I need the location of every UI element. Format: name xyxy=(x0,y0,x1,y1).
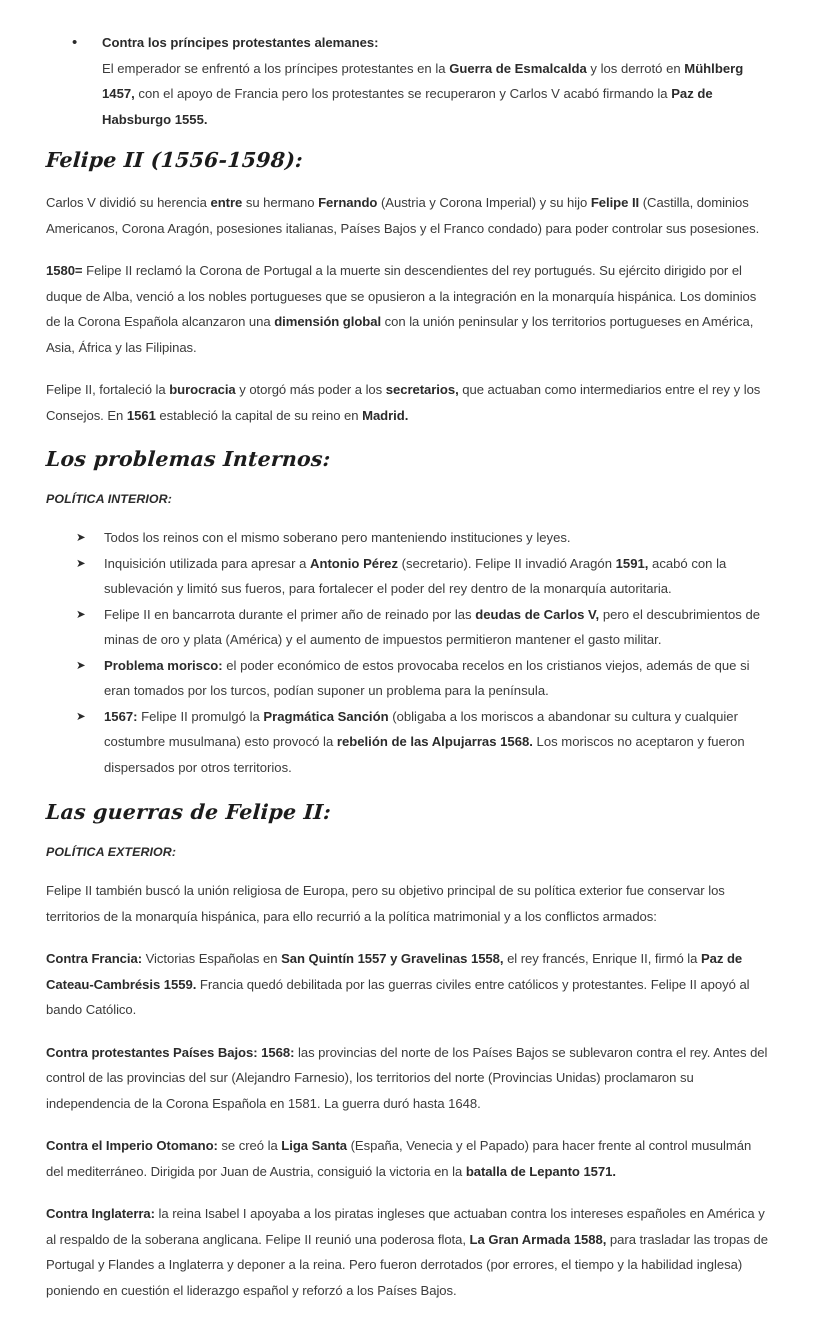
text-run: las provincias del norte de los Países Bajos se sublevaron contra el rey. Antes del control de las provincias del sur (Alejandro Farnesio), los territorios del norte (Provincias Unidas) proclamaron su independencia de la Corona Española en 1581. La guerra duró hasta 1648. xyxy=(46,1044,768,1111)
paragraph-contra-inglaterra xyxy=(46,1201,770,1303)
text-run: pero el descubrimientos de minas de oro y plata (América) y el aumento de impuestos permitieron mantener el gasto militar. xyxy=(104,606,761,647)
arrow-bullet-icon: ➤ xyxy=(76,710,86,723)
text-run: (secretario). Felipe II invadió Aragón xyxy=(398,555,616,571)
bold-run: entre xyxy=(210,195,243,210)
list-item xyxy=(46,704,770,781)
text-run: El emperador se enfrentó a los príncipes protestantes en la xyxy=(102,60,450,76)
text-run: Felipe II reclamó la Corona de Portugal a la muerte sin descendientes del rey portugués. Su ejército dirigido por el duque de Alba, venció a los nobles portugueses que se opusieron a la integración en la monarquía hispánica. Los dominios de la Corona Española alcanzaron una xyxy=(46,263,757,329)
bold-run: 1561 xyxy=(126,407,156,423)
paragraph-burocracia xyxy=(46,377,770,428)
paragraph-exterior-intro: Felipe II también buscó la unión religiosa de Europa, pero su objetivo principal de su política exterior fue conservar los territorios de la monarquía hispánica, para ello recurrió a la política matrimonial y a los conflictos armados: xyxy=(46,883,725,924)
heading-felipe-ii: Felipe II (1556-1598): xyxy=(45,148,304,172)
text-run: Felipe II, fortaleció la xyxy=(46,382,170,397)
text-run: acabó con la sublevación y limitó sus fueros, para fortalecer el poder del rey dentro de la monarquía autoritaria. xyxy=(104,555,727,596)
text-run: (España, Venecia y el Papado) para hacer frente al control musulmán del mediterráneo. Dirigida por Juan de Austria, consiguió la victoria en la xyxy=(46,1138,752,1179)
text-run: Felipe II promulgó la xyxy=(137,708,264,724)
arrow-bullet-icon: ➤ xyxy=(76,659,86,672)
text-run: (Austria y Corona Imperial) y su hijo xyxy=(377,195,591,210)
heading-guerras-felipe-ii: Las guerras de Felipe II: xyxy=(45,800,332,824)
text-run: Todos los reinos con el mismo soberano pero manteniendo instituciones y leyes. xyxy=(104,530,571,545)
text-run: Francia quedó debilitada por las guerras civiles entre católicos y protestantes. Felipe II apoyó al bando Católico. xyxy=(46,976,750,1017)
bold-run: Guerra de Esmalcalda xyxy=(449,60,587,76)
text-run: estableció la capital de su reino en xyxy=(155,407,363,423)
bold-run: Contra protestantes Países Bajos: 1568: xyxy=(46,1044,295,1060)
bold-run: La Gran Armada 1588, xyxy=(469,1231,607,1247)
spacer xyxy=(46,132,770,142)
bold-run: Paz de Habsburgo 1555. xyxy=(102,86,713,127)
bold-run: Fernando xyxy=(318,195,378,210)
heading-problemas-internos: Los problemas Internos: xyxy=(45,447,332,471)
paragraph-contra-francia xyxy=(46,946,770,1023)
bold-run: Pragmática Sanción xyxy=(263,708,389,724)
bold-run: Mühlberg 1457, xyxy=(102,60,744,101)
paragraph-1580 xyxy=(46,258,770,360)
text-run: que actuaban como intermediarios entre el rey y los Consejos. En xyxy=(46,382,761,423)
list-item xyxy=(46,30,770,132)
bold-run: Contra Francia: xyxy=(46,951,143,966)
bold-run: Liga Santa xyxy=(281,1138,348,1153)
text-run: la reina Isabel I apoyaba a los piratas ingleses que actuaban contra los intereses españoles en América y al respaldo de la soberana anglicana. Felipe II reunió una poderosa flota, xyxy=(46,1206,765,1247)
dot-bullet-icon: • xyxy=(72,34,78,51)
list-item xyxy=(46,551,770,602)
text-run: (obligaba a los moriscos a abandonar su cultura y cualquier costumbre musulmana) esto provocó la xyxy=(104,708,738,749)
arrow-bullet-icon: ➤ xyxy=(76,557,86,570)
top-bullet-list xyxy=(46,30,770,132)
caption-politica-interior: POLÍTICA INTERIOR: xyxy=(46,492,172,506)
bold-run: Problema morisco: xyxy=(104,657,223,673)
bold-run: Contra Inglaterra: xyxy=(46,1206,155,1221)
text-run: se creó la xyxy=(217,1138,282,1153)
interior-arrow-list xyxy=(46,525,770,780)
bold-run: Madrid. xyxy=(362,407,409,423)
arrow-bullet-icon: ➤ xyxy=(76,608,86,621)
bullet-body xyxy=(102,56,770,133)
text-run: Inquisición utilizada para apresar a xyxy=(104,555,310,571)
text-run: para trasladar las tropas de Portugal y Flandes a Inglaterra y deponer a la reina. Pero fueron derrotados (por errores, el tiempo y la habilidad inglesa) poniendo en cuestión el liderazgo español y reforzó a los Países Bajos. xyxy=(46,1231,768,1298)
bold-run: 1580= xyxy=(46,263,83,278)
bold-run: Antonio Pérez xyxy=(309,555,399,571)
paragraph-contra-imperio-otomano xyxy=(46,1133,770,1184)
text-run: y los derrotó en xyxy=(586,60,685,76)
text-run: su hermano xyxy=(242,195,319,210)
bold-run: Paz de Cateau-Cambrésis 1559. xyxy=(46,951,743,992)
text-run: y otorgó más poder a los xyxy=(235,382,386,397)
list-item xyxy=(46,653,770,704)
text-run: Carlos V dividió su herencia xyxy=(46,195,211,210)
text-run: (Castilla, dominios Americanos, Corona Aragón, posesiones italianas, Países Bajos y el Franco condado) para poder controlar sus posesiones. xyxy=(46,195,760,236)
list-item xyxy=(46,602,770,653)
bold-run: burocracia xyxy=(169,382,236,397)
bullet-title: Contra los príncipes protestantes alemanes: xyxy=(102,35,379,50)
bold-run: dimensión global xyxy=(274,314,382,329)
text-run: el rey francés, Enrique II, firmó la xyxy=(503,951,701,966)
text-run: Felipe II en bancarrota durante el primer año de reinado por las xyxy=(104,606,476,622)
document-content xyxy=(46,30,770,1320)
text-run: el poder económico de estos provocaba recelos en los cristianos viejos, además de que si eran tomados por los turcos, podían suponer un problema para la península. xyxy=(104,657,750,698)
bold-run: secretarios, xyxy=(385,382,459,397)
bold-run: San Quintín 1557 y Gravelinas 1558, xyxy=(281,951,504,966)
bold-run: Felipe II xyxy=(590,195,640,210)
text-run: con el apoyo de Francia pero los protestantes se recuperaron y Carlos V acabó firmando la xyxy=(134,86,672,101)
caption-politica-exterior: POLÍTICA EXTERIOR: xyxy=(46,845,177,859)
bold-run: 1591, xyxy=(615,555,649,571)
bold-run: deudas de Carlos V, xyxy=(475,606,600,622)
list-item xyxy=(46,525,770,551)
arrow-bullet-icon: ➤ xyxy=(76,532,86,544)
bold-run: 1567: xyxy=(104,708,138,724)
bold-run: batalla de Lepanto 1571. xyxy=(465,1163,616,1179)
text-run: con la unión peninsular y los territorios portugueses en América, Asia, África y las Filipinas. xyxy=(46,314,754,355)
text-run: Victorias Españolas en xyxy=(142,951,282,966)
paragraph-herencia xyxy=(46,190,770,241)
text-run: Los moriscos no aceptaron y fueron dispersados por otros territorios. xyxy=(104,734,745,775)
bold-run: rebelión de las Alpujarras 1568. xyxy=(336,734,533,749)
paragraph-contra-paises-bajos xyxy=(46,1040,770,1117)
bold-run: Contra el Imperio Otomano: xyxy=(46,1138,218,1153)
